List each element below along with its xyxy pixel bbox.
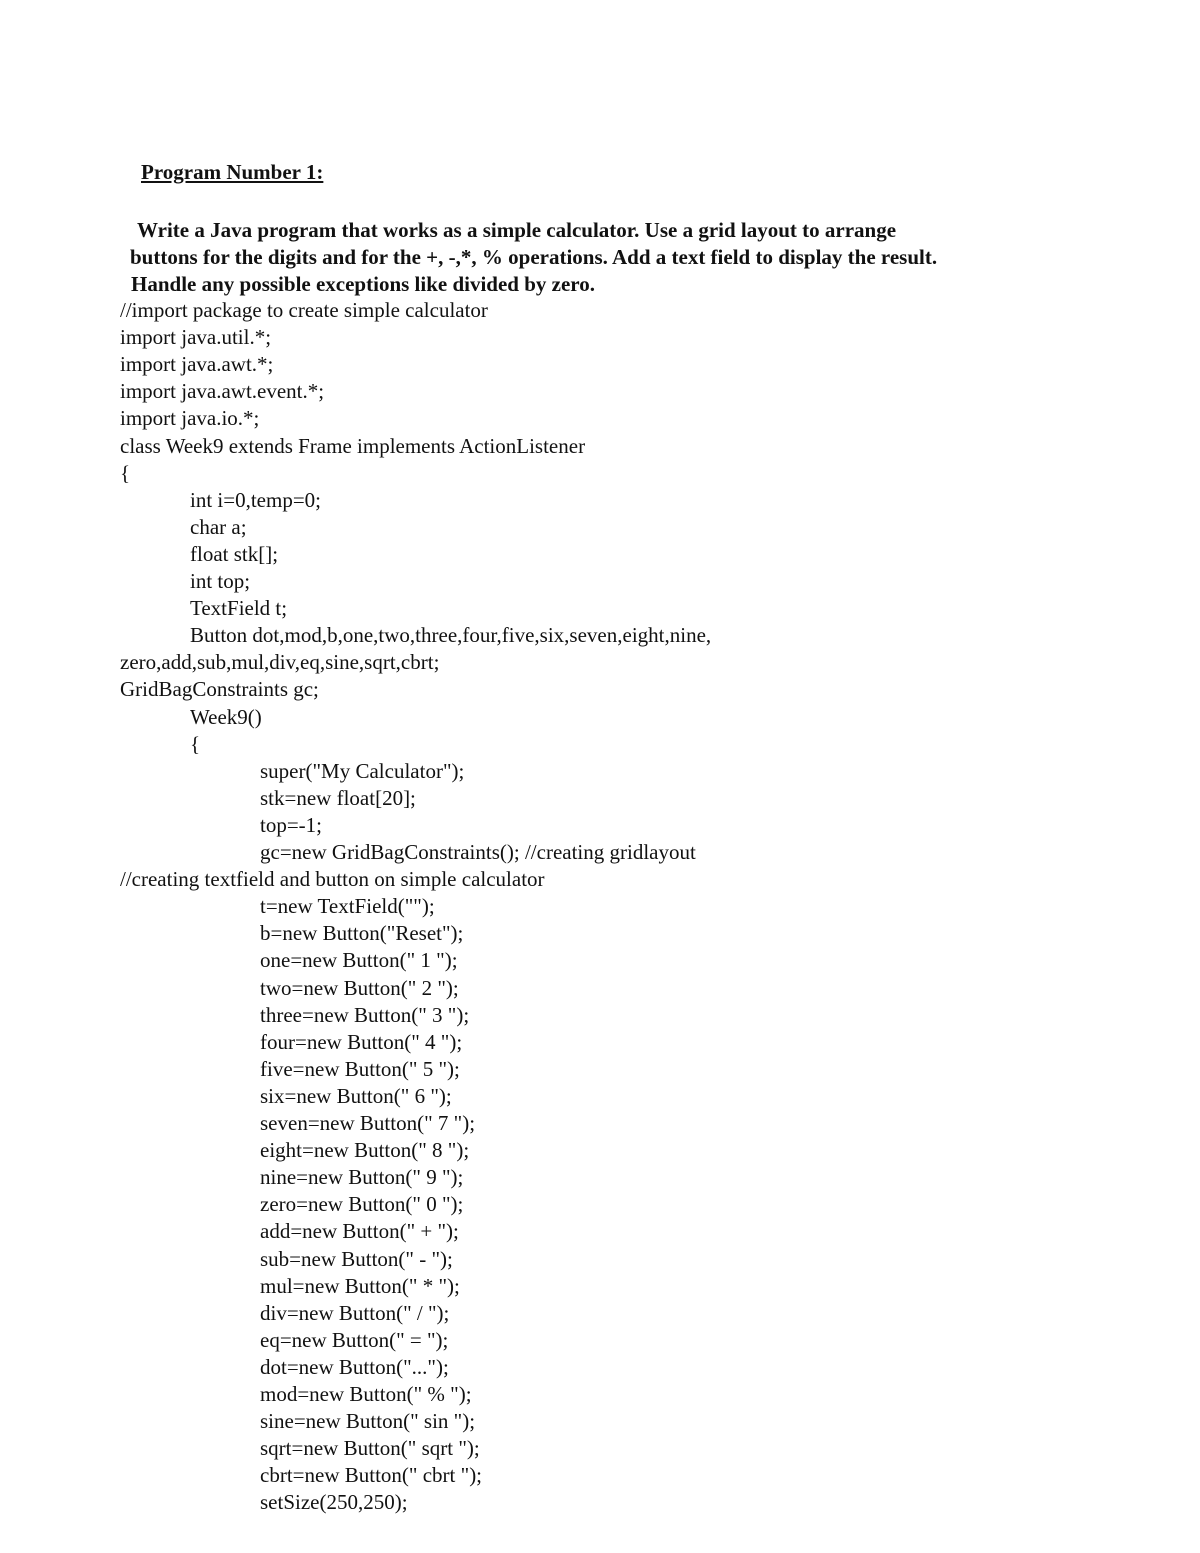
code-line: three=new Button(" 3 "); <box>260 1002 470 1027</box>
code-line: Week9() <box>190 704 262 729</box>
code-line: Button dot,mod,b,one,two,three,four,five,six,seven,eight,nine, <box>190 623 712 648</box>
code-line: zero=new Button(" 0 "); <box>260 1192 464 1217</box>
code-line: class Week9 extends Frame implements ActionListener <box>120 433 586 458</box>
code-line: div=new Button(" / "); <box>260 1300 450 1325</box>
code-line: import java.awt.event.*; <box>120 379 325 404</box>
problem-statement-line: Handle any possible exceptions like divided by zero. <box>131 272 595 296</box>
code-line: b=new Button("Reset"); <box>260 921 464 946</box>
code-line: int i=0,temp=0; <box>190 487 322 512</box>
code-line: //creating textfield and button on simple calculator <box>120 867 545 892</box>
code-line: GridBagConstraints gc; <box>120 677 319 702</box>
problem-statement-line: buttons for the digits and for the +, -,*, % operations. Add a text field to display the result. <box>130 245 938 269</box>
code-line: stk=new float[20]; <box>260 785 416 810</box>
code-line: sine=new Button(" sin "); <box>260 1409 476 1434</box>
program-title: Program Number 1: <box>141 160 324 184</box>
code-line: eq=new Button(" = "); <box>260 1327 449 1352</box>
code-line: float stk[]; <box>190 541 279 566</box>
code-line: //import package to create simple calculator <box>120 298 488 322</box>
code-line: mul=new Button(" * "); <box>260 1273 460 1298</box>
code-line: { <box>190 731 201 756</box>
code-line: six=new Button(" 6 "); <box>260 1083 452 1108</box>
code-line: int top; <box>190 569 251 593</box>
code-line: nine=new Button(" 9 "); <box>260 1165 464 1190</box>
code-line: top=-1; <box>260 812 323 837</box>
code-line: mod=new Button(" % "); <box>260 1382 472 1406</box>
code-line: sub=new Button(" - "); <box>260 1246 453 1271</box>
code-line: add=new Button(" + "); <box>260 1219 459 1244</box>
code-line: one=new Button(" 1 "); <box>260 948 458 973</box>
code-line: five=new Button(" 5 "); <box>260 1056 460 1081</box>
code-line: dot=new Button("..."); <box>260 1354 449 1379</box>
problem-statement-line: Write a Java program that works as a simple calculator. Use a grid layout to arrange <box>137 218 897 242</box>
code-line: import java.awt.*; <box>120 352 274 377</box>
code-line: gc=new GridBagConstraints(); //creating gridlayout <box>260 840 696 864</box>
code-line: t=new TextField(""); <box>260 894 435 919</box>
code-line: char a; <box>190 514 247 539</box>
code-line: eight=new Button(" 8 "); <box>260 1138 470 1163</box>
code-line: cbrt=new Button(" cbrt "); <box>260 1463 483 1488</box>
code-line: sqrt=new Button(" sqrt "); <box>260 1436 480 1461</box>
code-line: seven=new Button(" 7 "); <box>260 1111 476 1135</box>
code-line: four=new Button(" 4 "); <box>260 1029 463 1054</box>
code-line: two=new Button(" 2 "); <box>260 975 459 1000</box>
code-line: super("My Calculator"); <box>260 758 465 783</box>
code-line: setSize(250,250); <box>260 1490 408 1515</box>
code-line: import java.util.*; <box>120 325 272 350</box>
code-line: { <box>120 460 131 485</box>
code-line: zero,add,sub,mul,div,eq,sine,sqrt,cbrt; <box>120 650 440 675</box>
code-line: TextField t; <box>190 596 288 621</box>
code-line: import java.io.*; <box>120 406 260 431</box>
